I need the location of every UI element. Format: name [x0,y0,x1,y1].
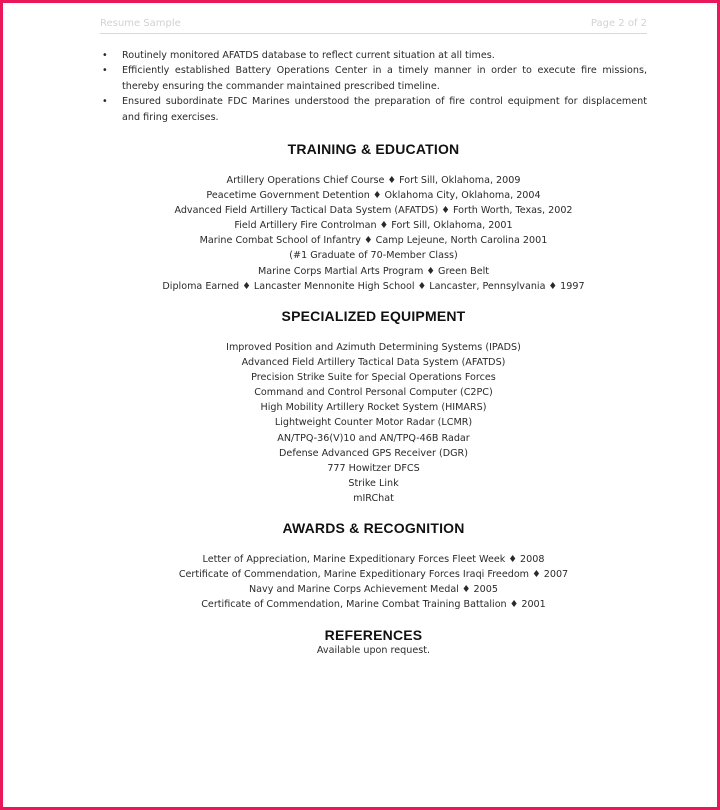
training-heading: TRAINING & EDUCATION [287,141,460,157]
page-header-title: Resume Sample [100,18,181,29]
page-number: Page 2 of 2 [590,18,647,29]
bullet-text: Efficiently established Battery Operations Center in a timely manner in order to execute fire missions, thereby ensuring the commander maintained prescribed timeline. [122,65,647,92]
equipment-item: AN/TPQ-36(V)10 and AN/TPQ-46B Radar [277,432,470,444]
training-item: Advanced Field Artillery Tactical Data System (AFATDS) ♦ Forth Worth, Texas, 2002 [174,205,573,217]
training-item: Field Artillery Fire Controlman ♦ Fort Sill, Oklahoma, 2001 [234,220,513,232]
experience-bullet-list [100,48,647,125]
training-item: Peacetime Government Detention ♦ Oklahoma City, Oklahoma, 2004 [206,190,541,202]
bullet-item [100,63,647,94]
bullet-text: Routinely monitored AFATDS database to reflect current situation at all times. [122,50,495,61]
bullet-icon: • [102,96,108,108]
equipment-item: Improved Position and Azimuth Determining Systems (IPADS) [226,342,521,353]
equipment-item: Defense Advanced GPS Receiver (DGR) [279,447,468,459]
equipment-item: 777 Howitzer DFCS [327,462,420,474]
references-heading: REFERENCES [324,627,423,643]
equipment-item: Precision Strike Suite for Special Operations Forces [251,372,496,384]
equipment-heading: SPECIALIZED EQUIPMENT [281,308,466,324]
award-item: Certificate of Commendation, Marine Expeditionary Forces Iraqi Freedom ♦ 2007 [178,569,569,581]
equipment-item: Strike Link [348,477,399,489]
award-item: Certificate of Commendation, Marine Combat Training Battalion ♦ 2001 [201,599,546,611]
equipment-item: Advanced Field Artillery Tactical Data System (AFATDS) [241,357,506,369]
awards-heading: AWARDS & RECOGNITION [282,520,465,536]
resume-page [100,3,647,807]
equipment-item: High Mobility Artillery Rocket System (HIMARS) [260,402,487,414]
training-item: Marine Corps Martial Arts Program ♦ Green Belt [257,265,490,277]
awards-list [100,552,647,612]
equipment-item: Lightweight Counter Motor Radar (LCMR) [274,417,473,429]
training-item: Artillery Operations Chief Course ♦ Fort Sill, Oklahoma, 2009 [226,175,521,186]
bullet-text: Ensured subordinate FDC Marines understood the preparation of fire control equipment for displacement and firing exercises. [122,96,647,123]
references-text: Available upon request. [316,645,431,656]
equipment-item: Command and Control Personal Computer (C2PC) [254,387,493,399]
bullet-icon: • [102,50,108,61]
training-item: Diploma Earned ♦ Lancaster Mennonite High School ♦ Lancaster, Pennsylvania ♦ 1997 [162,280,585,292]
equipment-item: mIRChat [353,492,394,504]
award-item: Letter of Appreciation, Marine Expeditionary Forces Fleet Week ♦ 2008 [202,554,545,565]
training-item: (#1 Graduate of 70-Member Class) [289,250,458,262]
bullet-item [100,48,647,63]
bullet-item [100,94,647,125]
page-header [100,15,647,34]
training-list [100,173,647,294]
training-item: Marine Combat School of Infantry ♦ Camp Lejeune, North Carolina 2001 [199,235,548,247]
bullet-icon: • [102,65,108,77]
award-item: Navy and Marine Corps Achievement Medal ♦ 2005 [249,584,498,596]
equipment-list [100,340,647,506]
